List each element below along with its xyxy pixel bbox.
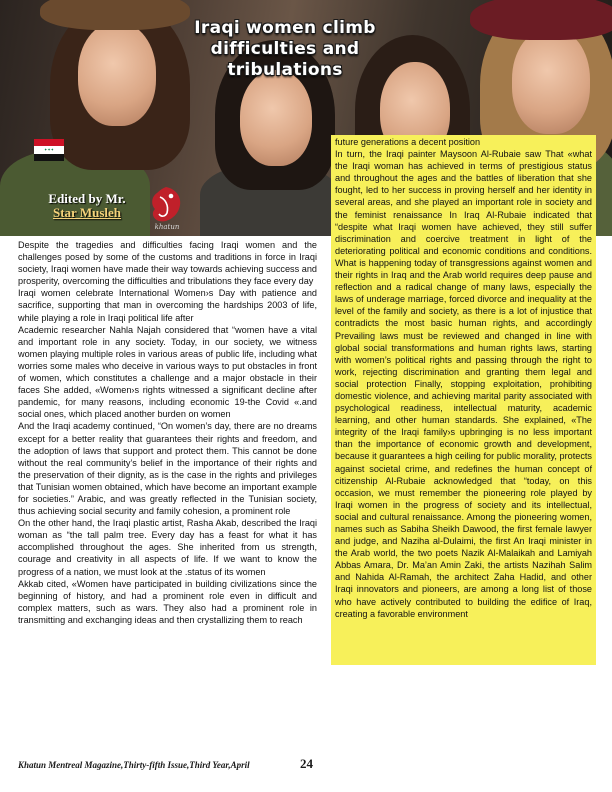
editor-name: Star Musleh [52,205,121,220]
left-column [18,239,317,661]
page-number: 24 [300,756,313,771]
footer-text: Khatun Mentreal Magazine,Thirty-fifth Issue,Third Year,April [18,760,250,770]
paragraph: Akkab cited, «Women have participated in building civilizations since the beginning of history, and had a prominent role even in difficult and complex matters, such as wars. They also had a prominent role in transmitting and exchanging ideas and then crystallizing them to reach [18,578,317,625]
paragraph: In turn, the Iraqi painter Maysoon Al-Rubaie saw That «what the Iraqi woman has achieved in terms of prestigious status and throughout the ages and the battles of liberation that she fought, led to her success in proving herself and her identity in several areas, and she played an important role in society and the feminist renaissance In Iraq Al-Rubaie indicated that “despite what Iraqi women have achieved, they still suffer discrimination and coercive treatment in light of the deteriorating political and economic conditions and conditions. What is happening today of transgressions against women and their rights in Iraq and the Arab world requires deep pause and reflection and a radical change of many laws, especially the laws of underage marriage, forced divorce and inequality at the level of the family and society, as there is a lot of injustice that contradicts the most basic human rights, and accordingly Prevailing laws must be reviewed and changed in line with global social transformations and human rights laws, starting with women’s political rights and passing through the right to work, rejecting discrimination and granting them legal and social protection Finally, stopping exploitation, prohibiting domestic violence, and achieving marital parity associated with psychological readiness, intellectual maturity, academic learning, and other human standards. She explained, «The integrity of the Iraqi family›s upbringing is no less important than the importance of economic growth and development, because it guarantees a high ceiling for public morality, protects against societal crime, and redefines the human concept of citizenship Al-Rubaie acknowledged that “today, on this occasion, we must remember the pioneering role played by Iraqi women in the progress of society and its intellectual, social and cultural renaissance. Among the pioneering women, names such as Sabiha Sheikh Dawood, the first female lawyer and judge, and Naziha al-Dulaimi, the first An Iraqi minister in the Arab world, the two poets Nazik Al-Malaikah and Lamiyah Abbas Amara, Dr. Ma’an Amin Zaki, the artists Nazihah Salim and Nahida Al-Ramah, the architect Zaha Hadid, and other Iraqi innovators and pioneers, are among a long list of those who have actively contributed to building the edifice of Iraq, creating a favorable environment [335,149,592,619]
right-column-highlight [331,135,596,665]
paragraph: future generations a decent position [335,137,481,147]
article-title: Iraqi women climb difficulties and tribulations [194,18,376,80]
khatun-logo-icon [143,183,189,227]
editor-prefix: Edited by Mr. [48,191,126,206]
editor-credit [32,192,142,220]
paragraph: Despite the tragedies and difficulties facing Iraqi women and the challenges posed by some of the customs and traditions in force in Iraqi society, Iraqi women have made their way towards achieving success and prosperity, overcoming the difficulties and tribulations they face every day [18,240,317,287]
paragraph: Iraqi women celebrate International Women›s Day with patience and sacrifice, supporting that man in overcoming the hardships 2003 of life, while playing a role in Iraqi political life after [18,288,317,323]
iraq-flag-icon: ✦✦✦ [34,139,64,161]
paragraph: On the other hand, the Iraqi plastic artist, Rasha Akab, described the Iraqi woman as “the tall palm tree. Every day has a feast for what it has accomplished throughout the ages. She inherited from us strength, courage and creativity in all aspects of life. If we want to know the progress of a nation, we must look at the .status of its women [18,518,317,577]
paragraph: And the Iraqi academy continued, “On women’s day, there are no dreams except for a better reality that guarantees their rights and freedom, and the adoption of laws that support and protect them. This cannot be done without the real community’s belief in the importance of their rights and the preservation of their dignity, as is the case in the rights and privileges that Tunisian women obtained, which have become an important example for societies.” Arabic, and was greatly reflected in the Tunisian society, thus achieving social security and family cohesion, a prominent role [18,421,317,517]
paragraph: Academic researcher Nahla Najah considered that “women have a vital and important role in any society. Today, in our society, we witness women playing multiple roles in various areas of public life, including what worries some males who deceive in various ways to put obstacles in front of women, which constitutes a challenge and a major obstacle in their faces She added, «Women›s rights witnessed a significant decline after pandemic, for many reasons, including economic 19-the Covid «.and social ones, which placed another burden on women [18,324,317,420]
logo-wordmark: khatun [154,223,180,231]
